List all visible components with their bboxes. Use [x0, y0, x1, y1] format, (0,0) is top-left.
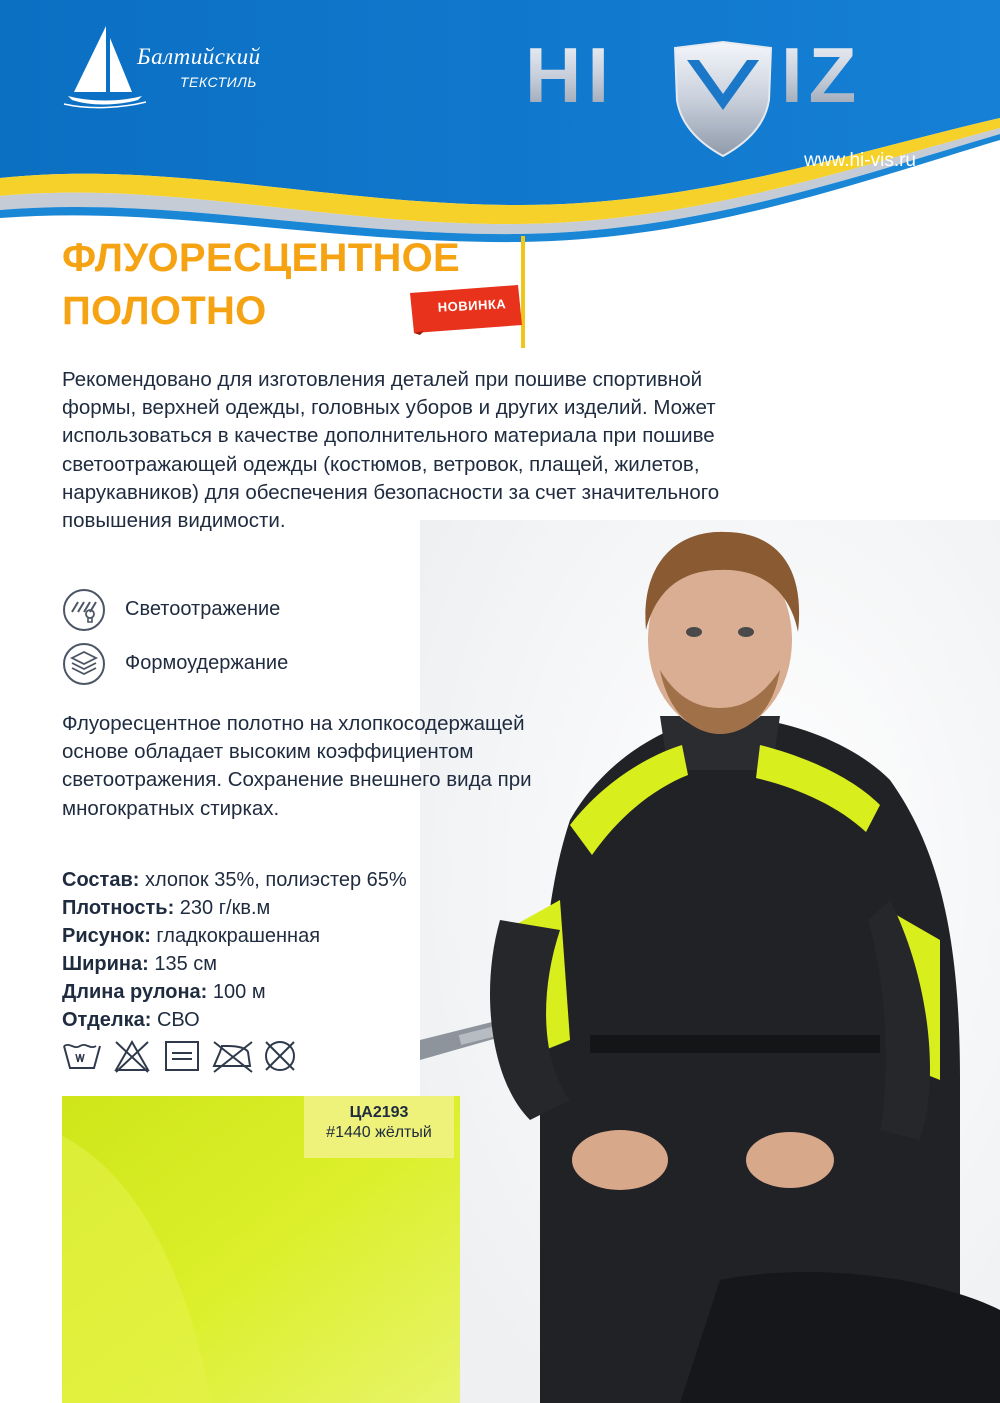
- spec-density: Плотность: 230 г/кв.м: [62, 897, 271, 919]
- spec-composition: Состав: хлопок 35%, полиэстер 65%: [62, 869, 407, 891]
- hiviz-logo-right: IZ: [781, 40, 863, 119]
- light-reflection-icon: [62, 588, 106, 632]
- header-banner: [0, 0, 1000, 250]
- brand-subtitle: ТЕКСТИЛЬ: [180, 74, 257, 90]
- title-line-2: ПОЛОТНО: [62, 289, 267, 333]
- feature-label: Светоотражение: [125, 598, 281, 620]
- dry-flat-icon: [166, 1042, 198, 1070]
- no-iron-icon: [214, 1042, 252, 1072]
- website-link[interactable]: www.hi-vis.ru: [804, 150, 916, 171]
- intro-text: Рекомендовано для изготовления деталей при пошиве спортивной формы, верхней одежды, головных уборов и других изделий. Может использоваться в качестве дополнительного материала при пошиве светоотражающей одежды (костюмов, ветровок, плащей, жилетов, нарукавников) для обеспечения безопасности за счет значительного повышения видимости.: [62, 368, 720, 533]
- sample-code: ЦА2193: [349, 1104, 409, 1121]
- new-badge-label: НОВИНКА: [437, 296, 507, 315]
- hiviz-logo: [525, 40, 925, 160]
- brand-name: Балтийский: [137, 44, 261, 69]
- no-dry-clean-icon: [266, 1042, 294, 1070]
- spec-finish: Отделка: СВО: [62, 1009, 200, 1031]
- sample-color: #1440 жёлтый: [326, 1124, 432, 1141]
- model-photo: [420, 520, 1000, 1403]
- no-bleach-icon: [116, 1042, 148, 1072]
- wash-30-icon: [64, 1045, 100, 1068]
- feature-label: Формоудержание: [125, 652, 289, 674]
- shape-retention-icon: [62, 642, 106, 686]
- hiviz-logo-left: HI: [525, 40, 615, 119]
- sample-label: [304, 1096, 454, 1158]
- product-description: Флуоресцентное полотно на хлопкосодержащей основе обладает высоким коэффициентом светоотражения. Сохранение внешнего вида при многократных стирках.: [62, 712, 532, 820]
- spec-width: Ширина: 135 см: [62, 953, 218, 975]
- spec-pattern: Рисунок: гладкокрашенная: [62, 925, 321, 947]
- title-line-1: ФЛУОРЕСЦЕНТНОЕ: [62, 236, 461, 280]
- specifications-list: [62, 866, 407, 1034]
- care-symbols: [62, 1038, 302, 1074]
- page-title: [62, 232, 460, 338]
- spec-roll-length: Длина рулона: 100 м: [62, 981, 266, 1003]
